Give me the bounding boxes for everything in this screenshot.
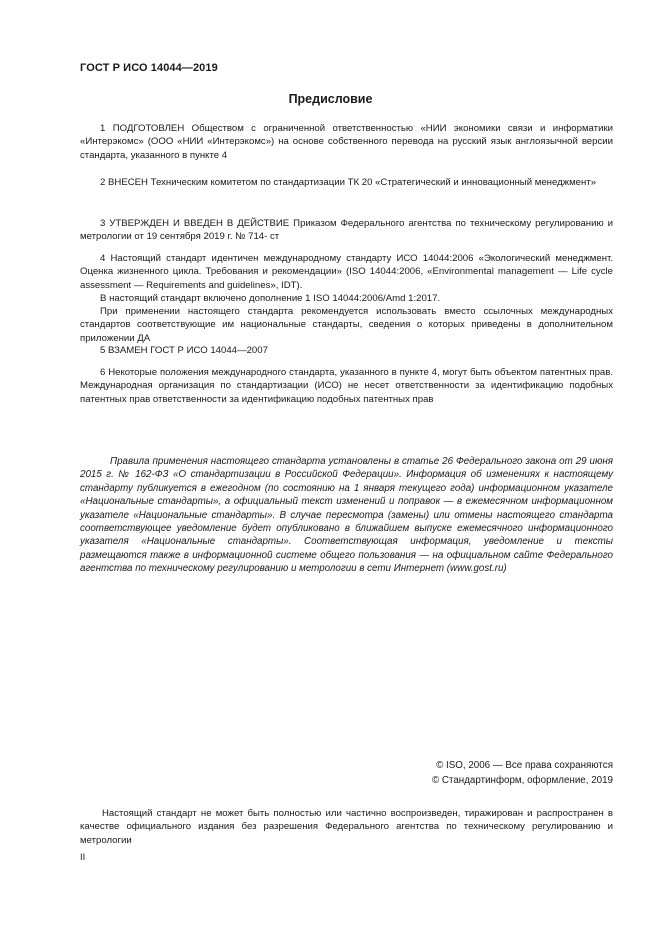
paragraph: 4 Настоящий стандарт идентичен международному стандарту ИСО 14044:2006 «Экологический менеджмент. Оценка жизненного цикла. Требования и рекомендации» (ISO 14044:2006, «Environmental management — Life cycle assessment — Requirements and guidelines», IDT). [80, 253, 613, 291]
document-code: ГОСТ Р ИСО 14044—2019 [80, 62, 218, 74]
section-2 [80, 176, 613, 189]
paragraph: 2 ВНЕСЕН Техническим комитетом по стандартизации ТК 20 «Стратегический и инновационный менеджмент» [100, 177, 597, 188]
paragraph: 6 Некоторые положения международного стандарта, указанного в пункте 4, могут быть объектом патентных прав. Международная организация по стандартизации (ИСО) не несет ответственности за идентификацию подобных патентных прав ответственности за идентификацию подобных патентных прав [80, 367, 613, 405]
page-number: II [80, 852, 86, 863]
section-6 [80, 366, 613, 406]
paragraph: 3 УТВЕРЖДЕН И ВВЕДЕН В ДЕЙСТВИЕ Приказом Федерального агентства по техническому регулированию и метрологии от 19 сентября 2019 г. № 714- ст [80, 218, 613, 243]
section-4 [80, 252, 613, 345]
section-3 [80, 217, 613, 244]
paragraph: При применении настоящего стандарта рекомендуется использовать вместо ссылочных международных стандартов соответствующие им национальные стандарты, сведения о которых приведены в дополнительном приложении ДА [80, 306, 613, 344]
standard-application-notice: Правила применения настоящего стандарта установлены в статье 26 Федерального закона от 29 июня 2015 г. № 162-ФЗ «О стандартизации в Российской Федерации». Информация об изменениях к настоящему стандарту публикуется в ежегодном (по состоянию на 1 января текущего года) информационном указателе «Национальные стандарты», а официальный текст изменений и поправок — в ежемесячном информационном указателе «Национальные стандарты». В случае пересмотра (замены) или отмены настоящего стандарта соответствующее уведомление будет опубликовано в ближайшем выпуске ежемесячного информационного указателя «Национальные стандарты». Соответствующая информация, уведомление и тексты размещаются также в информационной системе общего пользования — на официальном сайте Федерального агентства по техническому регулированию и метрологии в сети Интернет (www.gost.ru) [80, 456, 613, 575]
section-1 [80, 122, 613, 162]
page-title: Предисловие [288, 92, 373, 106]
copyright-block [432, 759, 613, 788]
reprint-notice: Настоящий стандарт не может быть полностью или частично воспроизведен, тиражирован и распространен в качестве официального издания без разрешения Федерального агентства по техническому регулированию и метрологии [80, 808, 613, 846]
paragraph: 1 ПОДГОТОВЛЕН Обществом с ограниченной ответственностью «НИИ экономики связи и информатики «Интерэкомс» (ООО «НИИ «Интерэкомс») на основе собственного перевода на русский язык англоязычной версии стандарта, указанного в пункте 4 [80, 123, 613, 161]
copyright-standartinform: © Стандартинформ, оформление, 2019 [431, 774, 613, 786]
paragraph: В настоящий стандарт включено дополнение 1 ISO 14044:2006/Amd 1:2017. [100, 292, 441, 304]
section-5 [80, 344, 613, 357]
copyright-iso: © ISO, 2006 — Все права сохраняются [436, 760, 613, 771]
paragraph: 5 ВЗАМЕН ГОСТ Р ИСО 14044—2007 [100, 345, 268, 356]
